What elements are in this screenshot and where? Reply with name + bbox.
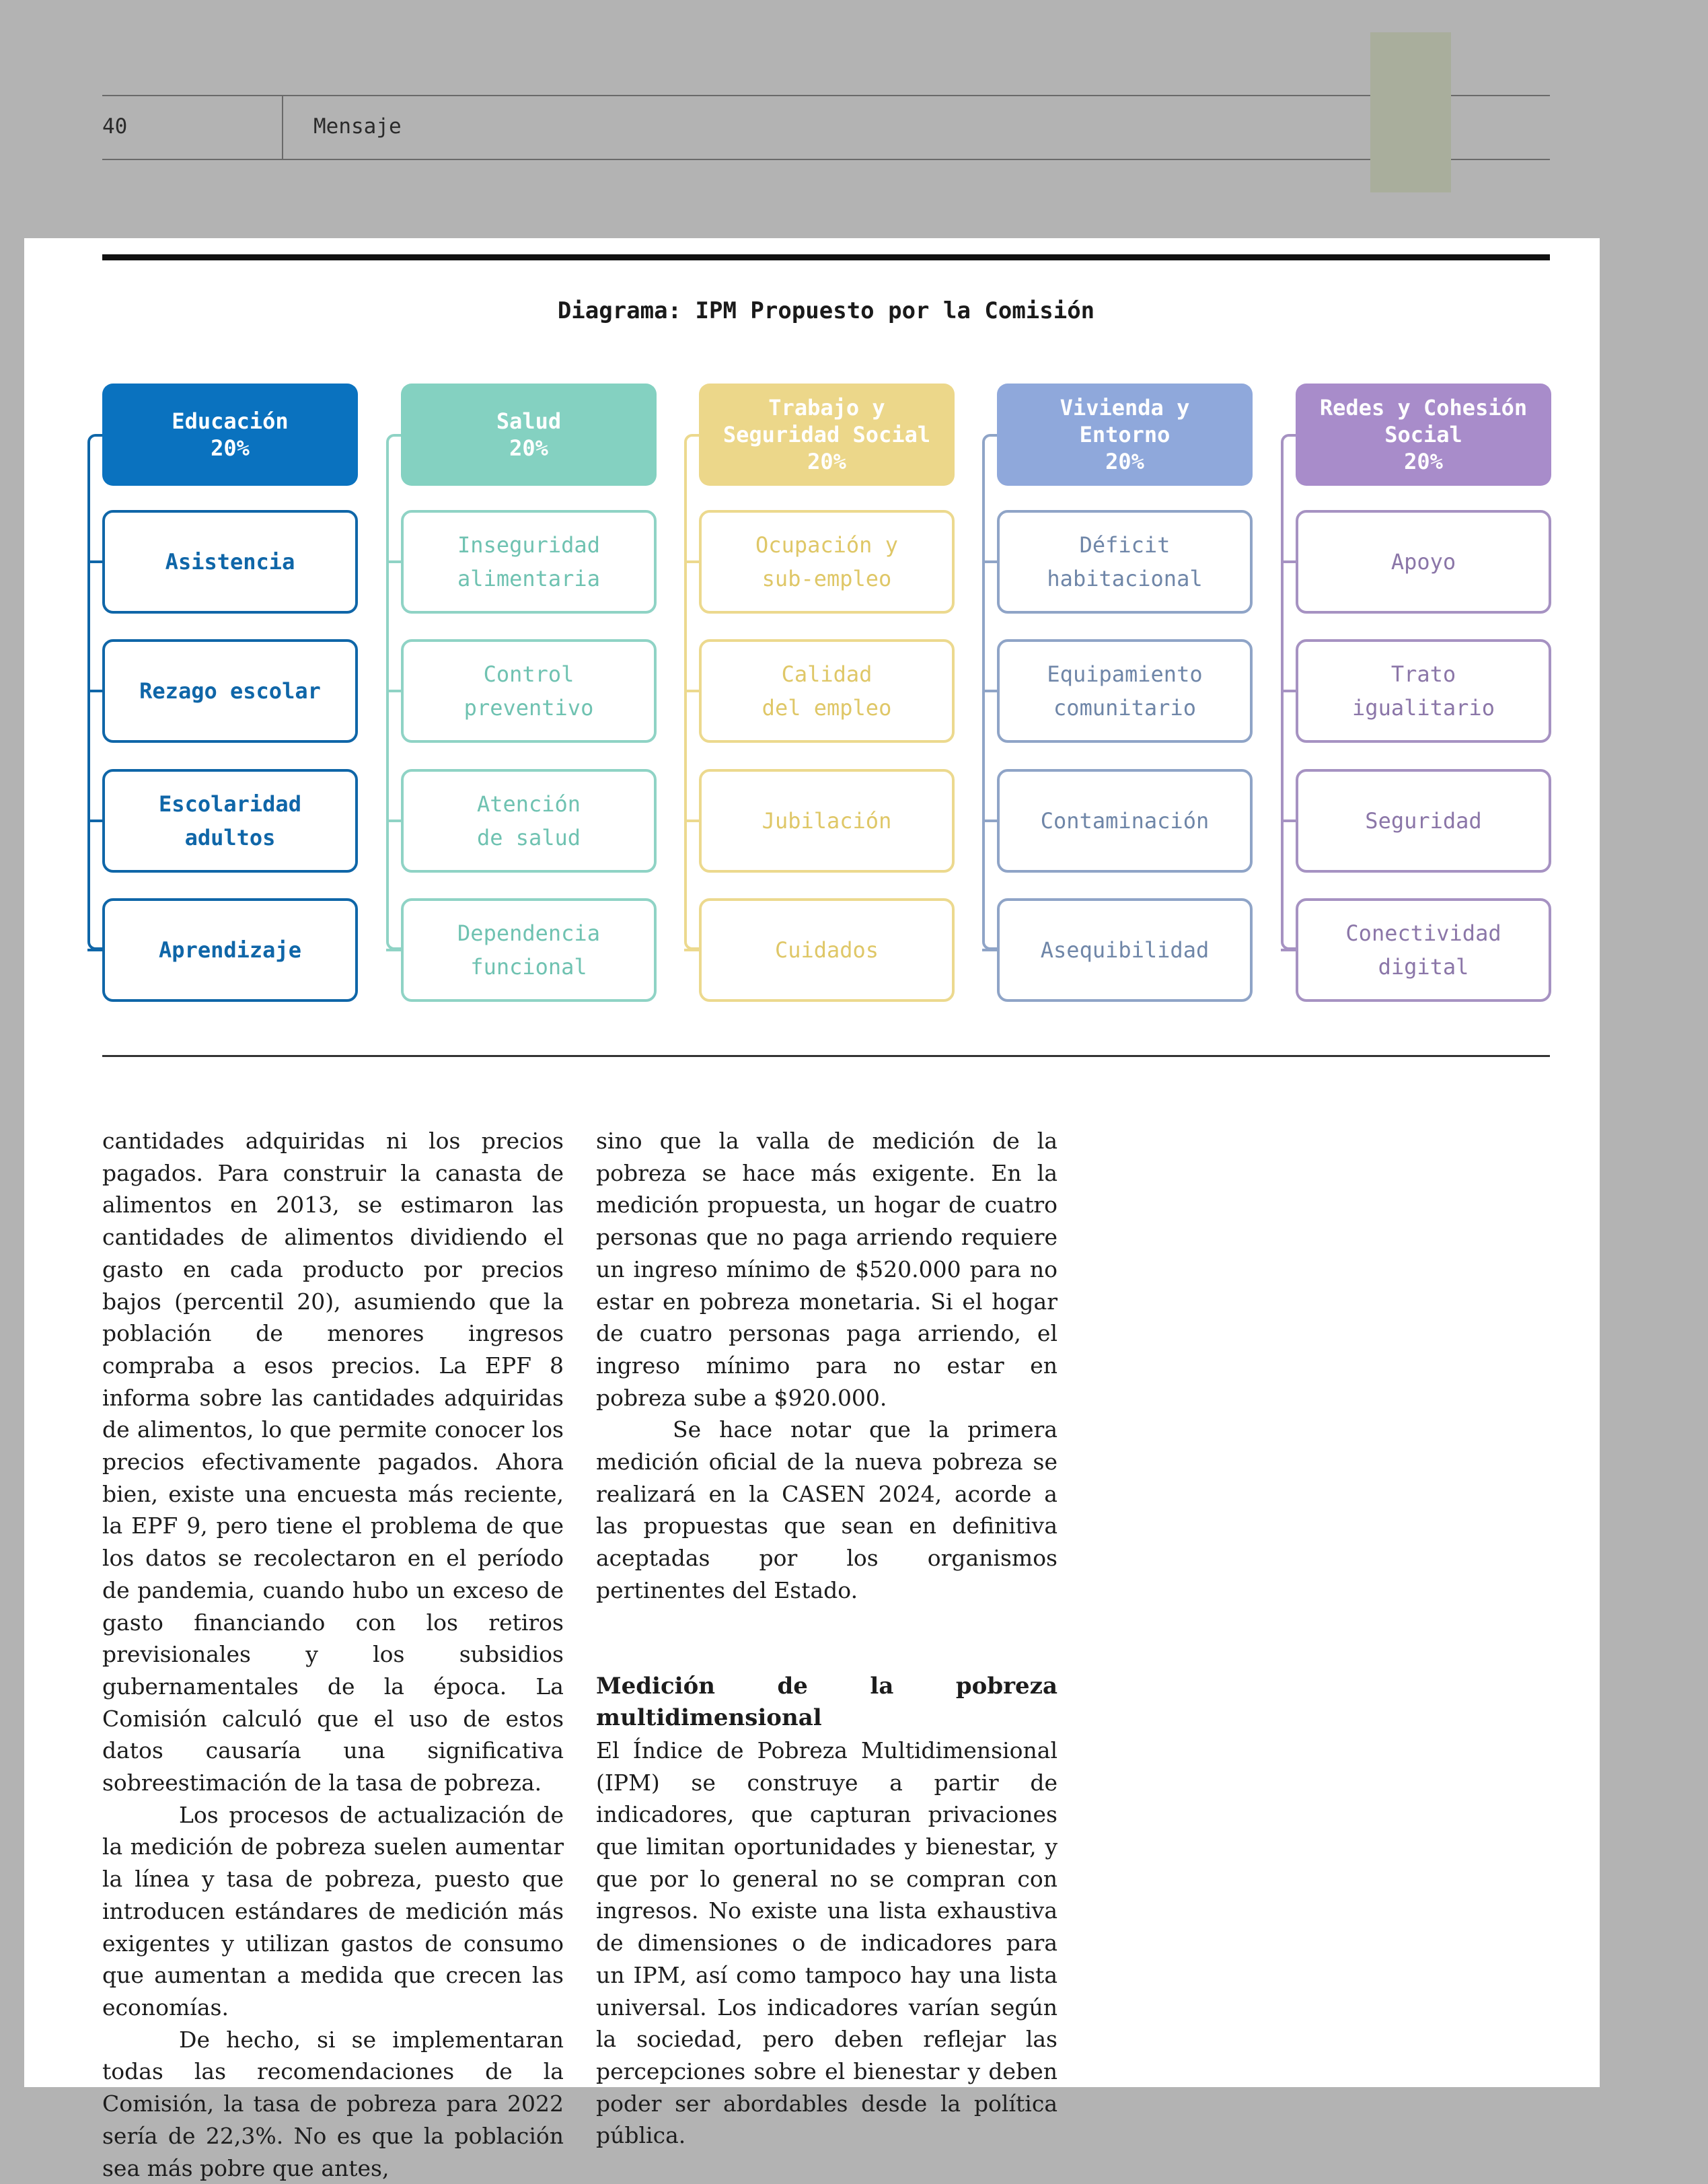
dimension-column (997, 384, 1253, 1003)
bracket-tick (87, 949, 102, 951)
indicator-box (102, 769, 358, 873)
indicator-label: Aprendizaje (159, 937, 301, 963)
diagram-title: Diagrama: IPM Propuesto por la Comisión (557, 297, 1095, 324)
bracket-tick (982, 949, 997, 951)
dimension-title-line: Seguridad Social (722, 422, 931, 447)
indicator-label: Asistencia (165, 549, 295, 575)
chapter-color-tab (1370, 32, 1451, 192)
dimension-title-line: Vivienda y (1060, 395, 1190, 421)
bracket-tick (684, 820, 699, 822)
bracket-tick (1281, 949, 1296, 951)
indicator-label: Dependencia funcional (457, 920, 600, 980)
dimension-title-line: 20% (807, 449, 846, 474)
text-column-left (102, 1125, 564, 2184)
dimension-title-line: Educación (172, 408, 289, 434)
indicator-box (699, 639, 955, 743)
dimension-header (102, 384, 358, 486)
bracket-tick (982, 690, 997, 692)
indicator-label: Conectividad digital (1345, 920, 1501, 980)
dimension-title-line: Trabajo y (768, 395, 885, 421)
indicator-box (699, 769, 955, 873)
indicator-box (699, 510, 955, 614)
indicator-label: Contaminación (1040, 808, 1210, 834)
bracket-tick (386, 690, 401, 692)
indicator-label: Inseguridad alimentaria (457, 532, 600, 591)
dimension-column (401, 384, 657, 1003)
indicator-box (102, 898, 358, 1002)
indicator-label: Calidad del empleo (762, 661, 892, 721)
indicator-box (401, 898, 657, 1002)
indicator-box (997, 510, 1253, 614)
bracket-tick (982, 560, 997, 563)
indicator-label: Jubilación (762, 808, 892, 834)
paragraph: cantidades adquiridas ni los precios pagados. Para construir la canasta de alimentos en 2013, se estimaron las cantidades de alimentos dividiendo el gasto en cada producto por precios bajos (percentil 20), asumiendo que la población de menores ingresos compraba a esos precios. La EPF 8 informa sobre las cantidades adquiridas de alimentos, lo que permite conocer los precios efectivamente pagados. Ahora bien, existe una encuesta más reciente, la EPF 9, pero tiene el problema de que los datos se recolectaron en el período de pandemia, cuando hubo un exceso de gasto financiando con los retiros previsionales y los subsidios gubernamentales de la época. La Comisión calculó que el uso de estos datos causaría una significativa sobreestimación de la tasa de pobreza. (102, 1128, 564, 1796)
indicator-label: Rezago escolar (139, 678, 321, 704)
bracket-tick (87, 690, 102, 692)
indicator-label: Ocupación y sub-empleo (755, 532, 898, 591)
dimension-title-line: Salud (496, 408, 562, 434)
bracket-tick (1281, 560, 1296, 563)
indicator-box (102, 510, 358, 614)
indicator-label: Atención de salud (476, 791, 581, 850)
indicator-box (401, 769, 657, 873)
indicator-label: Asequibilidad (1040, 937, 1210, 963)
bracket-tick (386, 560, 401, 563)
bracket-tick (87, 560, 102, 563)
indicator-box (1296, 510, 1551, 614)
dimension-column (699, 384, 955, 1003)
header-top-rule (102, 95, 1550, 96)
paragraph: Se hace notar que la primera medición oficial de la nueva pobreza se realizará en la CASEN 2024, acorde a las propuestas que sean en definitiva aceptadas por los organismos pertinentes del Estado. (596, 1416, 1057, 1603)
diagram-bottom-rule (102, 1055, 1550, 1057)
indicator-box (997, 769, 1253, 873)
indicator-box (997, 639, 1253, 743)
page-number: 40 (102, 114, 128, 139)
indicator-box (1296, 769, 1551, 873)
header-bottom-rule (102, 159, 1550, 160)
dimension-title-line: 20% (1105, 449, 1144, 474)
indicator-label: Cuidados (774, 937, 879, 963)
bracket-tick (982, 820, 997, 822)
indicator-box (997, 898, 1253, 1002)
indicator-box (1296, 898, 1551, 1002)
indicator-label: Escolaridad adultos (159, 791, 301, 850)
page-sheet (24, 238, 1600, 2181)
dimension-header (699, 384, 955, 486)
indicator-label: Apoyo (1390, 549, 1456, 575)
paragraph: Los procesos de actualización de la medición de pobreza suelen aumentar la línea y tasa de pobreza, puesto que introducen estándares de medición más exigentes y utilizan gastos de consumo que aumentan a medida que crecen las economías. (102, 1801, 564, 2021)
bracket-tick (684, 690, 699, 692)
dimension-column (102, 384, 358, 1003)
indicator-label: Control preventivo (463, 661, 594, 721)
diagram-top-rule (102, 254, 1550, 260)
bracket-tick (684, 949, 699, 951)
text-column-right (596, 1125, 1057, 2152)
paragraph: De hecho, si se implementaran todas las recomendaciones de la Comisión, la tasa de pobreza para 2022 sería de 22,3%. No es que la población sea más pobre que antes, (102, 2026, 564, 2181)
indicator-label: Trato igualitario (1352, 661, 1495, 721)
running-title: Mensaje (313, 114, 402, 139)
paragraph: El Índice de Pobreza Multidimensional (IPM) se construye a partir de indicadores, que capturan privaciones que limitan oportunidades y bienestar, y que por lo general no se compran con ingresos. No existe una lista exhaustiva de dimensiones o de indicadores para un IPM, así como tampoco hay una lista universal. Los indicadores varían según la sociedad, pero deben reflejar las percepciones sobre el bienestar y deben poder ser abordables desde la política pública. (596, 1737, 1057, 2149)
indicator-box (401, 639, 657, 743)
indicator-box (699, 898, 955, 1002)
indicator-box (1296, 639, 1551, 743)
dimension-header (1296, 384, 1551, 486)
dimension-column (1296, 384, 1551, 1003)
dimension-title-line: Redes y Cohesión (1319, 395, 1528, 421)
bracket-tick (1281, 820, 1296, 822)
dimension-title-line: 20% (211, 435, 250, 461)
indicator-label: Equipamiento comunitario (1047, 661, 1203, 721)
dimension-title-line: Entorno (1079, 422, 1171, 447)
bracket-tick (1281, 690, 1296, 692)
section-gap (596, 1607, 1057, 1671)
indicator-label: Déficit habitacional (1047, 532, 1203, 591)
bracket-tick (87, 820, 102, 822)
dimension-title-line: Social (1384, 422, 1462, 447)
bracket-tick (386, 820, 401, 822)
header-divider (282, 95, 283, 160)
paragraph: sino que la valla de medición de la pobreza se hace más exigente. En la medición propuesta, un hogar de cuatro personas que no paga arriendo requiere un ingreso mínimo de $520.000 para no estar en pobreza monetaria. Si el hogar de cuatro personas paga arriendo, el ingreso mínimo para no estar en pobreza sube a $920.000. (596, 1128, 1057, 1411)
dimension-header (401, 384, 657, 486)
bracket-tick (684, 560, 699, 563)
dimension-title-line: 20% (1404, 449, 1443, 474)
dimension-title-line: 20% (509, 435, 548, 461)
bracket-tick (386, 949, 401, 951)
dimension-header (997, 384, 1253, 486)
indicator-box (401, 510, 657, 614)
indicator-label: Seguridad (1365, 808, 1482, 834)
indicator-box (102, 639, 358, 743)
section-heading: Medición de la pobreza multidimensional (596, 1672, 1057, 1732)
